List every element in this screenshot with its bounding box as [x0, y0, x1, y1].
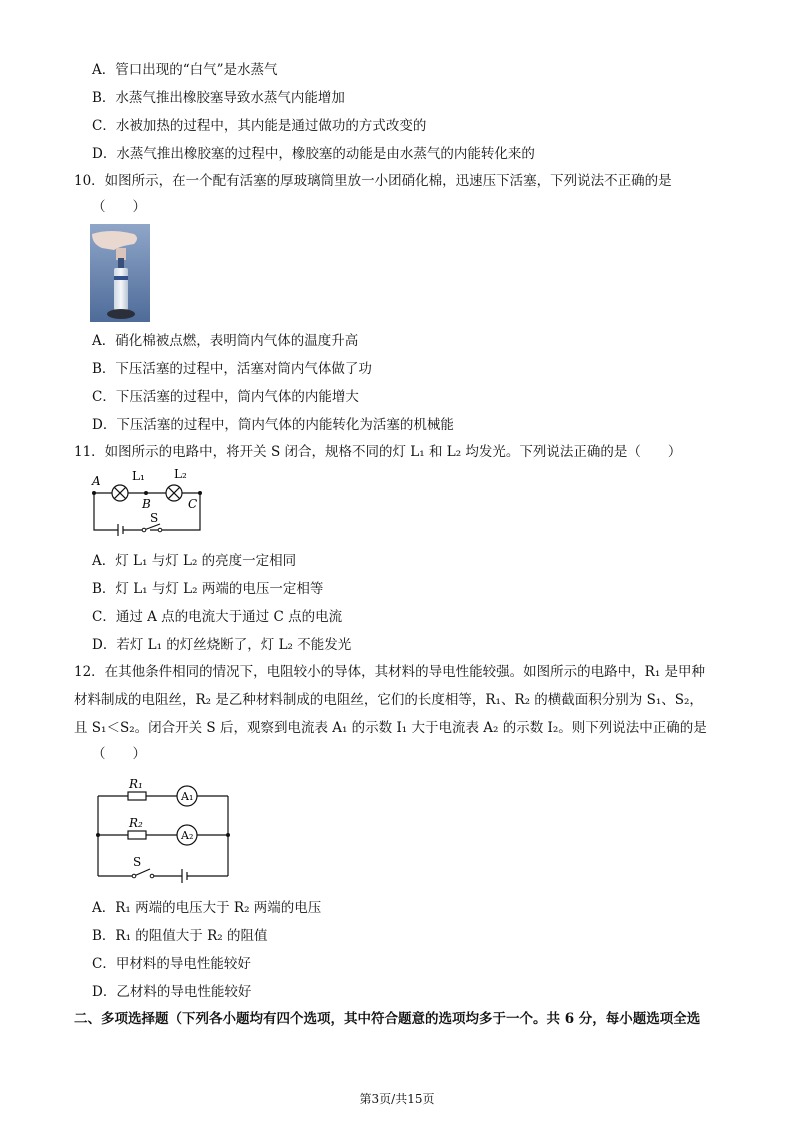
q12-answer-paren: （ ）: [92, 746, 146, 762]
q12-option-d: D．乙材料的导电性能较好: [92, 984, 252, 1000]
q11-label-b: B: [142, 497, 151, 511]
q12-label-a1: A₁: [181, 790, 194, 803]
q12-label-s: S: [133, 855, 142, 869]
q11-option-b: B．灯 L₁ 与灯 L₂ 两端的电压一定相等: [92, 581, 324, 597]
q11-option-c: C．通过 A 点的电流大于通过 C 点的电流: [92, 609, 343, 625]
q10-photo-piston: [90, 224, 150, 322]
q11-stem: 11．如图所示的电路中，将开关 S 闭合，规格不同的灯 L₁ 和 L₂ 均发光。下列说法正确的是（ ）: [74, 444, 682, 460]
q9-option-a: A．管口出现的“白气”是水蒸气: [92, 62, 278, 78]
q12-stem-line-2: 材料制成的电阻丝，R₂ 是乙种材料制成的电阻丝，它们的长度相等，R₁、R₂ 的横截面积分别为 S₁、S₂，: [74, 692, 703, 708]
q11-label-l1: L₁: [132, 469, 145, 483]
q11-label-s: S: [150, 511, 159, 525]
q12-stem-line-3: 且 S₁＜S₂。闭合开关 S 后，观察到电流表 A₁ 的示数 I₁ 大于电流表 A₂ 的示数 I₂。则下列说法中正确的是: [74, 720, 707, 736]
q11-label-a: A: [92, 474, 101, 488]
q12-label-r2: R₂: [129, 816, 143, 830]
q11-option-d: D．若灯 L₁ 的灯丝烧断了，灯 L₂ 不能发光: [92, 637, 352, 653]
q11-label-l2: L₂: [174, 468, 187, 481]
q9-option-d: D．水蒸气推出橡胶塞的过程中，橡胶塞的动能是由水蒸气的内能转化来的: [92, 146, 535, 162]
q9-option-b: B．水蒸气推出橡胶塞导致水蒸气内能增加: [92, 90, 345, 106]
q12-label-r1: R₁: [129, 777, 143, 791]
section-2-heading: 二、多项选择题（下列各小题均有四个选项，其中符合题意的选项均多于一个。共 6 分，每小题选项全选: [74, 1011, 701, 1027]
q10-answer-paren: （ ）: [92, 199, 146, 215]
q10-option-d: D．下压活塞的过程中，筒内气体的内能转化为活塞的机械能: [92, 417, 454, 433]
q10-option-a: A．硝化棉被点燃，表明筒内气体的温度升高: [92, 333, 359, 349]
q12-option-b: B．R₁ 的阻值大于 R₂ 的阻值: [92, 928, 268, 944]
q12-label-a2: A₂: [181, 829, 194, 842]
q10-option-b: B．下压活塞的过程中，活塞对筒内气体做了功: [92, 361, 372, 377]
q12-option-a: A．R₁ 两端的电压大于 R₂ 两端的电压: [92, 900, 322, 916]
q11-option-a: A．灯 L₁ 与灯 L₂ 的亮度一定相同: [92, 553, 297, 569]
q12-option-c: C．甲材料的导电性能较好: [92, 956, 251, 972]
q9-option-c: C．水被加热的过程中，其内能是通过做功的方式改变的: [92, 118, 427, 134]
q11-circuit-diagram: [88, 468, 218, 540]
q11-label-c: C: [188, 497, 198, 511]
q12-stem-line-1: 12．在其他条件相同的情况下，电阻较小的导体，其材料的导电性能较强。如图所示的电路中，R₁ 是甲种: [74, 664, 706, 680]
q10-option-c: C．下压活塞的过程中，筒内气体的内能增大: [92, 389, 359, 405]
q12-circuit-diagram: [90, 772, 235, 884]
page-footer: 第3页/共15页: [359, 1092, 435, 1106]
q10-stem: 10．如图所示，在一个配有活塞的厚玻璃筒里放一小团硝化棉，迅速压下活塞，下列说法不正确的是: [74, 173, 672, 189]
